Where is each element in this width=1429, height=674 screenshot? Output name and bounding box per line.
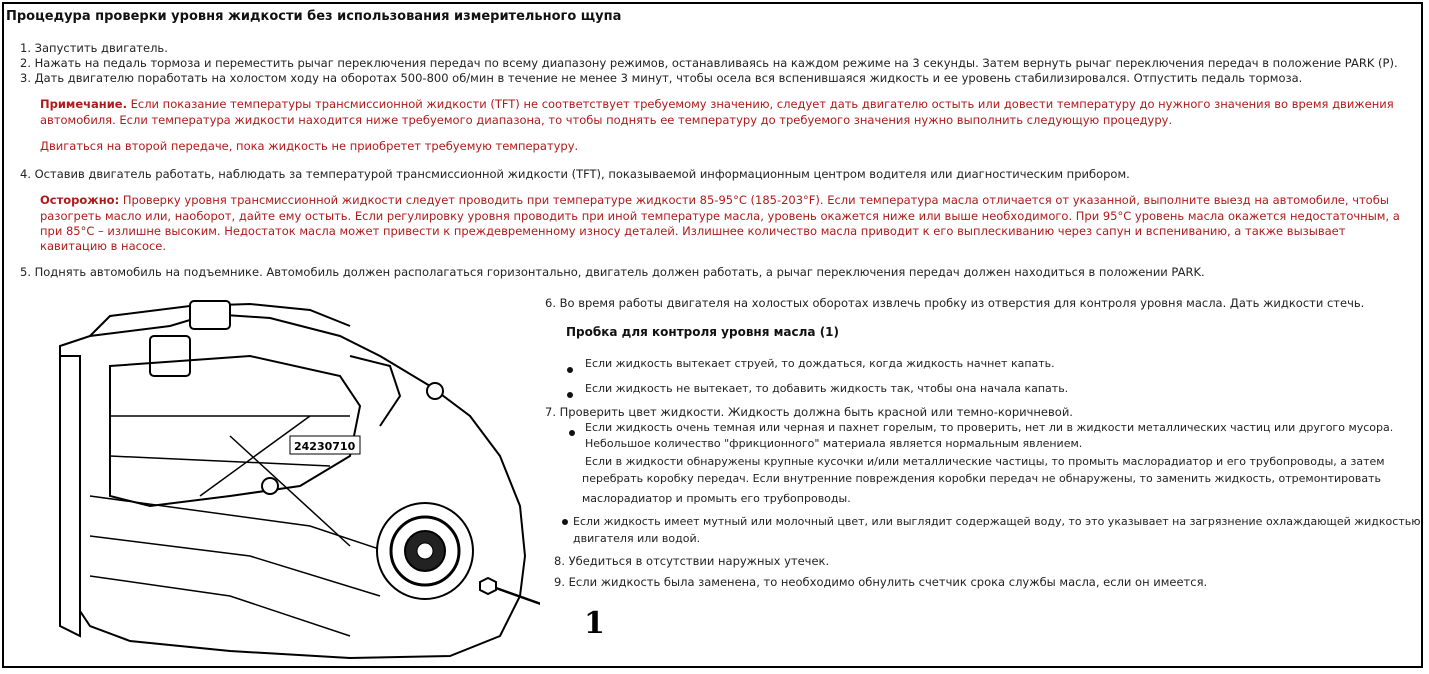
- bullet-dot: [562, 519, 568, 525]
- callout-number: 1: [584, 606, 605, 641]
- bullet-dot: [569, 430, 575, 436]
- plug-bullet-1: Если жидкость вытекает струей, то дождаться, когда жидкость начнет капать.: [585, 357, 1055, 370]
- step-5: 5. Поднять автомобиль на подъемнике. Автомобиль должен располагаться горизонтально, двигатель должен работать, а рычаг переключения передач должен находиться в положении PARK.: [20, 265, 1205, 279]
- plug-heading: Пробка для контроля уровня масла (1): [566, 325, 840, 339]
- transmission-illustration: [50, 296, 540, 662]
- plug-bullet-2: Если жидкость не вытекает, то добавить жидкость так, чтобы она начала капать.: [585, 382, 1069, 395]
- caution-text-1: Проверку уровня трансмиссионной жидкости следует проводить при температуре жидкости 85-95°C (185-203°F). Если температура масла отличается от указанной, выполните выезд на автомобиле, чтобы: [119, 193, 1389, 207]
- color-line-5: маслорадиатор и промыть его трубопроводы.: [582, 492, 851, 505]
- color-line-6: Если жидкость имеет мутный или молочный цвет, или выглядит содержащей воду, то это указывает на загрязнение охлаждающей жидкостью: [573, 515, 1421, 528]
- caution-label: Осторожно:: [40, 193, 120, 207]
- page-title: Процедура проверки уровня жидкости без использования измерительного щупа: [6, 9, 622, 24]
- bullet-dot: [567, 392, 573, 398]
- bullet-dot: [567, 367, 573, 373]
- step-1: 1. Запустить двигатель.: [20, 41, 168, 55]
- step-9: 9. Если жидкость была заменена, то необходимо обнулить счетчик срока службы масла, если он имеется.: [554, 575, 1208, 589]
- top-cap: [150, 336, 190, 376]
- step-6: 6. Во время работы двигателя на холостых оборотах извлечь пробку из отверстия для контроля уровня масла. Дать жидкости стечь.: [545, 296, 1365, 310]
- color-line-7: двигателя или водой.: [573, 532, 701, 545]
- top-boss: [190, 301, 230, 329]
- note-line-1: [40, 97, 1394, 111]
- color-line-3: Если в жидкости обнаружены крупные кусочки и/или металлические частицы, то промыть маслорадиатор и его трубопроводы, а затем: [585, 455, 1385, 468]
- color-line-1: Если жидкость очень темная или черная и пахнет горелым, то проверить, нет ли в жидкости металлических частиц или другого мусора.: [585, 421, 1394, 434]
- caution-line-2: разогреть масло или, наоборот, дайте ему остыть. Если регулировку уровня проводить при иной температуре масла, уровень окажется ниже или выше необходимого. При 95°C уровень масла окажется недостаточным, а: [40, 209, 1400, 223]
- bolt: [427, 383, 443, 399]
- note-label: Примечание.: [40, 97, 127, 111]
- note-line-2: автомобиля. Если температура жидкости находится ниже требуемого диапазона, то чтобы поднять ее температуру до требуемого значения нужно выполнить следующую процедуру.: [40, 113, 1173, 127]
- caution-line-3: при 85°C – излишне высоким. Недостаток масла может привести к преждевременному износу деталей. Излишнее количество масла приводит к его выплескиванию через сапун и вспениванию, а также вызывает: [40, 224, 1346, 238]
- step-4: 4. Оставив двигатель работать, наблюдать за температурой трансмиссионной жидкости (TFT), показываемой информационным центром водителя или диагностическим прибором.: [20, 167, 1130, 181]
- step-2: 2. Нажать на педаль тормоза и переместить рычаг переключения передач по всему диапазону режимов, останавливаясь на каждом режиме на 3 секунды. Затем вернуть рычаг переключения передач в положение PARK (P).: [20, 56, 1398, 70]
- step-7: 7. Проверить цвет жидкости. Жидкость должна быть красной или темно-коричневой.: [545, 405, 1073, 419]
- step-3: 3. Дать двигателю поработать на холостом ходу на оборотах 500-800 об/мин в течение не менее 3 минут, чтобы осела вся вспенившаяся жидкость и ее уровень стабилизировался. Отпустить педаль тормоза.: [20, 71, 1303, 85]
- note-line-3: Двигаться на второй передаче, пока жидкость не приобретет требуемую температуру.: [40, 139, 579, 153]
- left-flange: [60, 356, 80, 636]
- caution-line-4: кавитацию в насосе.: [40, 239, 167, 253]
- color-line-2: Небольшое количество "фрикционного" материала является нормальным явлением.: [585, 437, 1083, 450]
- fill-plug: [480, 578, 496, 594]
- center-hub: [262, 478, 278, 494]
- note-text-1: Если показание температуры трансмиссионной жидкости (TFT) не соответствует требуемому значению, следует дать двигателю остыть или довести температуру до нужного значения во время движения: [126, 97, 1394, 111]
- color-line-4: перебрать коробку передач. Если внутренние повреждения коробки передач не обнаружены, то заменить жидкость, отремонтировать: [582, 472, 1382, 485]
- part-number: 24230710: [294, 440, 356, 453]
- caution-line-1: [40, 193, 1389, 207]
- step-8: 8. Убедиться в отсутствии наружных утечек.: [554, 554, 830, 568]
- output-seal-core: [417, 543, 433, 559]
